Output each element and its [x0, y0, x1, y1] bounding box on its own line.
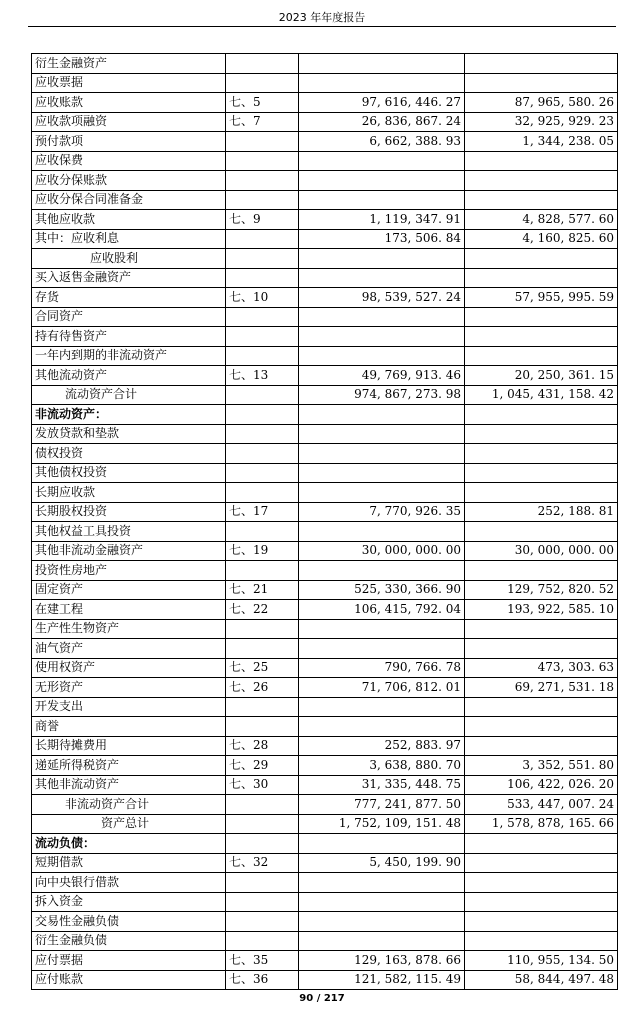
table-row: [32, 892, 618, 912]
current-period-value: 26, 836, 867. 24: [299, 112, 465, 132]
note-reference: [226, 132, 299, 152]
previous-period-value: 20, 250, 361. 15: [465, 366, 618, 386]
note-reference: [226, 717, 299, 737]
current-period-value: [299, 151, 465, 171]
current-period-value: 252, 883. 97: [299, 736, 465, 756]
current-period-value: 30, 000, 000. 00: [299, 541, 465, 561]
previous-period-value: [465, 444, 618, 464]
table-row: [32, 502, 618, 522]
previous-period-value: [465, 151, 618, 171]
table-row: [32, 639, 618, 659]
note-reference: [226, 463, 299, 483]
note-reference: [226, 639, 299, 659]
line-item-label: 应收账款: [32, 93, 226, 113]
table-row: [32, 249, 618, 269]
table-row: [32, 912, 618, 932]
balance-sheet-table: [31, 53, 618, 990]
line-item-label: 应收票据: [32, 73, 226, 93]
line-item-label: 应付票据: [32, 951, 226, 971]
previous-period-value: [465, 54, 618, 74]
table-row: [32, 112, 618, 132]
line-item-label: 应收分保账款: [32, 171, 226, 191]
line-item-label: 非流动资产合计: [32, 795, 226, 815]
previous-period-value: 32, 925, 929. 23: [465, 112, 618, 132]
line-item-label: 开发支出: [32, 697, 226, 717]
header-divider: [28, 26, 616, 27]
table-row: [32, 658, 618, 678]
note-reference: [226, 561, 299, 581]
table-row: [32, 366, 618, 386]
line-item-label: 其他流动资产: [32, 366, 226, 386]
note-reference: [226, 931, 299, 951]
previous-period-value: [465, 834, 618, 854]
current-period-value: [299, 268, 465, 288]
table-row: [32, 268, 618, 288]
current-period-value: 49, 769, 913. 46: [299, 366, 465, 386]
previous-period-value: [465, 639, 618, 659]
table-row: [32, 697, 618, 717]
previous-period-value: 87, 965, 580. 26: [465, 93, 618, 113]
note-reference: [226, 444, 299, 464]
previous-period-value: [465, 249, 618, 269]
line-item-label: 债权投资: [32, 444, 226, 464]
previous-period-value: [465, 522, 618, 542]
previous-period-value: 193, 922, 585. 10: [465, 600, 618, 620]
current-period-value: 3, 638, 880. 70: [299, 756, 465, 776]
note-reference: [226, 697, 299, 717]
current-period-value: 974, 867, 273. 98: [299, 385, 465, 405]
table-row: [32, 541, 618, 561]
note-reference: 七、5: [226, 93, 299, 113]
note-reference: [226, 912, 299, 932]
previous-period-value: [465, 190, 618, 210]
previous-period-value: 129, 752, 820. 52: [465, 580, 618, 600]
line-item-label: 长期股权投资: [32, 502, 226, 522]
note-reference: [226, 405, 299, 425]
note-reference: [226, 229, 299, 249]
line-item-label: 预付款项: [32, 132, 226, 152]
previous-period-value: 69, 271, 531. 18: [465, 678, 618, 698]
line-item-label: 其他应收款: [32, 210, 226, 230]
table-row: [32, 288, 618, 308]
table-row: [32, 346, 618, 366]
note-reference: 七、26: [226, 678, 299, 698]
table-row: [32, 444, 618, 464]
note-reference: 七、25: [226, 658, 299, 678]
note-reference: [226, 483, 299, 503]
current-period-value: [299, 463, 465, 483]
current-period-value: [299, 171, 465, 191]
previous-period-value: 1, 045, 431, 158. 42: [465, 385, 618, 405]
line-item-label: 买入返售金融资产: [32, 268, 226, 288]
previous-period-value: 4, 828, 577. 60: [465, 210, 618, 230]
current-period-value: [299, 561, 465, 581]
table-row: [32, 210, 618, 230]
line-item-label: 其他权益工具投资: [32, 522, 226, 542]
table-row: [32, 522, 618, 542]
note-reference: 七、30: [226, 775, 299, 795]
current-period-value: [299, 405, 465, 425]
note-reference: [226, 307, 299, 327]
current-period-value: [299, 697, 465, 717]
line-item-label: 其他非流动金融资产: [32, 541, 226, 561]
previous-period-value: 57, 955, 995. 59: [465, 288, 618, 308]
current-period-value: [299, 249, 465, 269]
note-reference: [226, 346, 299, 366]
note-reference: 七、9: [226, 210, 299, 230]
note-reference: 七、22: [226, 600, 299, 620]
current-period-value: 129, 163, 878. 66: [299, 951, 465, 971]
table-row: [32, 93, 618, 113]
previous-period-value: 473, 303. 63: [465, 658, 618, 678]
previous-period-value: [465, 892, 618, 912]
previous-period-value: 1, 344, 238. 05: [465, 132, 618, 152]
current-period-value: [299, 912, 465, 932]
table-row: [32, 424, 618, 444]
previous-period-value: [465, 717, 618, 737]
page-number: 90 / 217: [299, 993, 345, 1004]
table-row: [32, 561, 618, 581]
line-item-label: 无形资产: [32, 678, 226, 698]
table-row: [32, 717, 618, 737]
current-period-value: 97, 616, 446. 27: [299, 93, 465, 113]
table-row: [32, 814, 618, 834]
current-period-value: 7, 770, 926. 35: [299, 502, 465, 522]
line-item-label: 投资性房地产: [32, 561, 226, 581]
line-item-label: 商誉: [32, 717, 226, 737]
table-row: [32, 405, 618, 425]
current-period-value: 31, 335, 448. 75: [299, 775, 465, 795]
current-period-value: [299, 619, 465, 639]
table-row: [32, 931, 618, 951]
current-period-value: [299, 307, 465, 327]
current-period-value: [299, 444, 465, 464]
line-item-label: 交易性金融负债: [32, 912, 226, 932]
table-row: [32, 853, 618, 873]
current-period-value: [299, 522, 465, 542]
current-period-value: 106, 415, 792. 04: [299, 600, 465, 620]
balance-sheet-body: [32, 54, 618, 990]
table-row: [32, 73, 618, 93]
note-reference: [226, 151, 299, 171]
previous-period-value: 30, 000, 000. 00: [465, 541, 618, 561]
line-item-label: 向中央银行借款: [32, 873, 226, 893]
current-period-value: [299, 190, 465, 210]
note-reference: [226, 424, 299, 444]
note-reference: 七、32: [226, 853, 299, 873]
note-reference: [226, 385, 299, 405]
current-period-value: 777, 241, 877. 50: [299, 795, 465, 815]
line-item-label: 使用权资产: [32, 658, 226, 678]
previous-period-value: 106, 422, 026. 20: [465, 775, 618, 795]
current-period-value: [299, 931, 465, 951]
previous-period-value: [465, 873, 618, 893]
previous-period-value: [465, 912, 618, 932]
note-reference: [226, 73, 299, 93]
previous-period-value: 58, 844, 497. 48: [465, 970, 618, 990]
previous-period-value: 1, 578, 878, 165. 66: [465, 814, 618, 834]
previous-period-value: [465, 346, 618, 366]
current-period-value: 1, 752, 109, 151. 48: [299, 814, 465, 834]
previous-period-value: [465, 268, 618, 288]
current-period-value: 173, 506. 84: [299, 229, 465, 249]
line-item-label: 生产性生物资产: [32, 619, 226, 639]
current-period-value: [299, 327, 465, 347]
line-item-label: 长期待摊费用: [32, 736, 226, 756]
current-period-value: [299, 834, 465, 854]
note-reference: 七、35: [226, 951, 299, 971]
previous-period-value: [465, 73, 618, 93]
note-reference: [226, 522, 299, 542]
table-row: [32, 580, 618, 600]
table-row: [32, 483, 618, 503]
table-row: [32, 229, 618, 249]
table-row: [32, 463, 618, 483]
table-row: [32, 190, 618, 210]
note-reference: [226, 54, 299, 74]
note-reference: [226, 795, 299, 815]
previous-period-value: [465, 463, 618, 483]
table-row: [32, 736, 618, 756]
previous-period-value: [465, 405, 618, 425]
current-period-value: [299, 892, 465, 912]
current-period-value: [299, 424, 465, 444]
line-item-label: 一年内到期的非流动资产: [32, 346, 226, 366]
table-row: [32, 600, 618, 620]
table-row: [32, 951, 618, 971]
note-reference: [226, 873, 299, 893]
table-row: [32, 151, 618, 171]
current-period-value: [299, 639, 465, 659]
table-row: [32, 795, 618, 815]
table-row: [32, 619, 618, 639]
table-row: [32, 54, 618, 74]
current-period-value: [299, 346, 465, 366]
previous-period-value: [465, 619, 618, 639]
current-period-value: 525, 330, 366. 90: [299, 580, 465, 600]
line-item-label: 固定资产: [32, 580, 226, 600]
previous-period-value: 3, 352, 551. 80: [465, 756, 618, 776]
current-period-value: 790, 766. 78: [299, 658, 465, 678]
current-period-value: [299, 873, 465, 893]
line-item-label: 存货: [32, 288, 226, 308]
note-reference: 七、7: [226, 112, 299, 132]
previous-period-value: 110, 955, 134. 50: [465, 951, 618, 971]
current-period-value: [299, 483, 465, 503]
table-row: [32, 756, 618, 776]
previous-period-value: [465, 424, 618, 444]
table-row: [32, 307, 618, 327]
note-reference: [226, 249, 299, 269]
table-row: [32, 327, 618, 347]
note-reference: 七、19: [226, 541, 299, 561]
note-reference: 七、21: [226, 580, 299, 600]
table-row: [32, 970, 618, 990]
line-item-label: 非流动资产：: [32, 405, 226, 425]
note-reference: 七、10: [226, 288, 299, 308]
note-reference: 七、28: [226, 736, 299, 756]
previous-period-value: [465, 327, 618, 347]
line-item-label: 拆入资金: [32, 892, 226, 912]
previous-period-value: [465, 736, 618, 756]
page-header: 2023 年年度报告: [278, 11, 366, 24]
line-item-label: 流动负债：: [32, 834, 226, 854]
line-item-label: 递延所得税资产: [32, 756, 226, 776]
line-item-label: 持有待售资产: [32, 327, 226, 347]
current-period-value: 5, 450, 199. 90: [299, 853, 465, 873]
previous-period-value: [465, 307, 618, 327]
note-reference: [226, 814, 299, 834]
table-row: [32, 775, 618, 795]
line-item-label: 短期借款: [32, 853, 226, 873]
previous-period-value: 252, 188. 81: [465, 502, 618, 522]
line-item-label: 其他非流动资产: [32, 775, 226, 795]
current-period-value: 6, 662, 388. 93: [299, 132, 465, 152]
previous-period-value: [465, 483, 618, 503]
line-item-label: 流动资产合计: [32, 385, 226, 405]
table-row: [32, 834, 618, 854]
note-reference: 七、13: [226, 366, 299, 386]
line-item-label: 其中：应收利息: [32, 229, 226, 249]
current-period-value: 1, 119, 347. 91: [299, 210, 465, 230]
previous-period-value: [465, 697, 618, 717]
previous-period-value: [465, 853, 618, 873]
line-item-label: 合同资产: [32, 307, 226, 327]
line-item-label: 衍生金融资产: [32, 54, 226, 74]
note-reference: [226, 834, 299, 854]
current-period-value: 121, 582, 115. 49: [299, 970, 465, 990]
line-item-label: 其他债权投资: [32, 463, 226, 483]
line-item-label: 长期应收款: [32, 483, 226, 503]
note-reference: [226, 171, 299, 191]
current-period-value: 98, 539, 527. 24: [299, 288, 465, 308]
note-reference: [226, 268, 299, 288]
current-period-value: 71, 706, 812. 01: [299, 678, 465, 698]
line-item-label: 资产总计: [32, 814, 226, 834]
previous-period-value: [465, 561, 618, 581]
line-item-label: 应收款项融资: [32, 112, 226, 132]
line-item-label: 应收保费: [32, 151, 226, 171]
line-item-label: 衍生金融负债: [32, 931, 226, 951]
previous-period-value: [465, 171, 618, 191]
previous-period-value: 533, 447, 007. 24: [465, 795, 618, 815]
current-period-value: [299, 73, 465, 93]
table-row: [32, 385, 618, 405]
note-reference: 七、17: [226, 502, 299, 522]
note-reference: [226, 327, 299, 347]
table-row: [32, 171, 618, 191]
table-row: [32, 873, 618, 893]
line-item-label: 应付账款: [32, 970, 226, 990]
previous-period-value: 4, 160, 825. 60: [465, 229, 618, 249]
note-reference: 七、29: [226, 756, 299, 776]
current-period-value: [299, 54, 465, 74]
note-reference: [226, 892, 299, 912]
note-reference: [226, 190, 299, 210]
current-period-value: [299, 717, 465, 737]
line-item-label: 发放贷款和垫款: [32, 424, 226, 444]
line-item-label: 应收分保合同准备金: [32, 190, 226, 210]
line-item-label: 油气资产: [32, 639, 226, 659]
line-item-label: 在建工程: [32, 600, 226, 620]
previous-period-value: [465, 931, 618, 951]
line-item-label: 应收股利: [32, 249, 226, 269]
table-row: [32, 132, 618, 152]
note-reference: [226, 619, 299, 639]
table-row: [32, 678, 618, 698]
note-reference: 七、36: [226, 970, 299, 990]
